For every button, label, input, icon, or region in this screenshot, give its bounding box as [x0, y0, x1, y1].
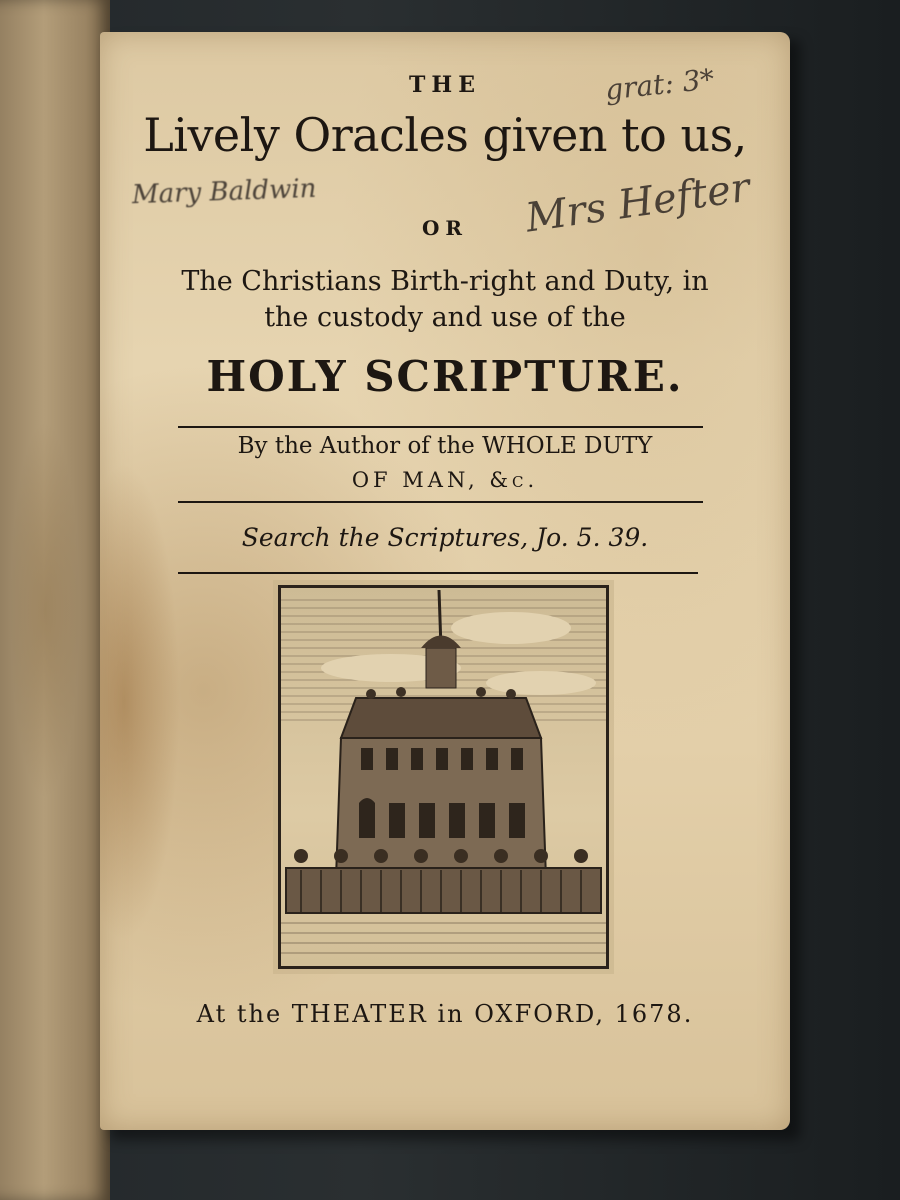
rule-divider-bottom	[178, 572, 698, 574]
subtitle-line-2: the custody and use of the	[264, 302, 626, 333]
title-page	[100, 32, 790, 1130]
book-title: Lively Oracles given to us,	[143, 108, 747, 162]
headline-holy-scripture: HOLY SCRIPTURE.	[206, 352, 684, 401]
epigraph: Search the Scriptures, Jo. 5. 39.	[241, 523, 649, 552]
subtitle-line-1: The Christians Birth-right and Duty, in	[181, 266, 709, 297]
imprint: At the THEATER in OXFORD, 1678.	[196, 1000, 694, 1028]
handwritten-signature: Mrs Hefter	[522, 164, 753, 242]
author-line-1: By the Author of the WHOLE DUTY	[237, 433, 653, 459]
rule-divider-top	[178, 426, 703, 428]
heading-the: THE	[409, 72, 481, 98]
author-line-2: OF MAN, &c.	[351, 468, 539, 492]
heading-or: OR	[421, 216, 469, 240]
engraving-illustration	[281, 588, 606, 966]
handwritten-top-note: grat: 3*	[603, 62, 716, 107]
rule-divider-middle	[178, 501, 703, 503]
book-left-board	[0, 0, 110, 1200]
building-engraving	[278, 585, 609, 969]
handwritten-owner-name: Mary Baldwin	[131, 173, 317, 211]
